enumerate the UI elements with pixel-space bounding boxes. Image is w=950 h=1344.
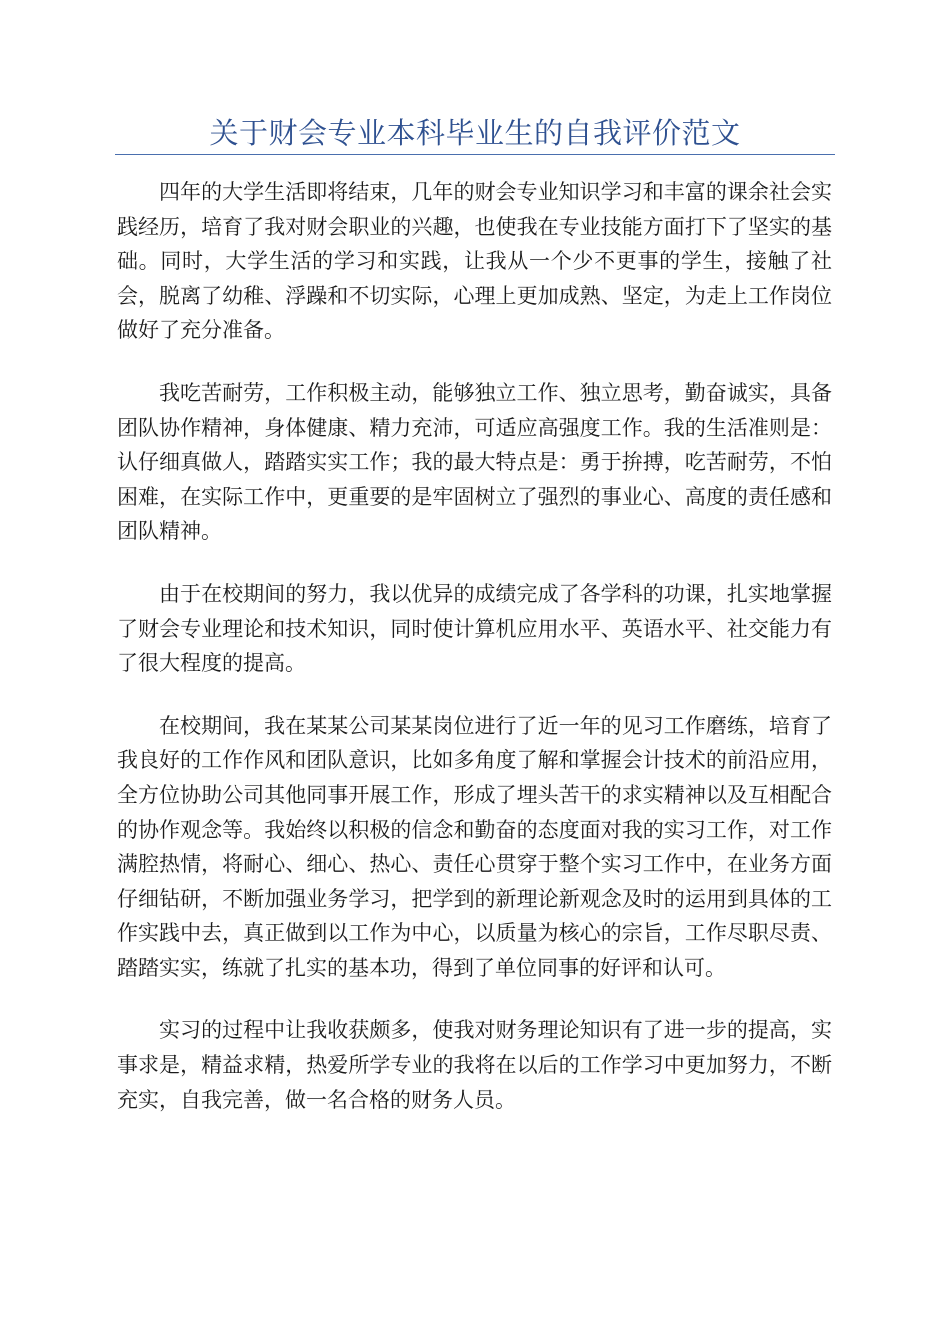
paragraph-2: 我吃苦耐劳，工作积极主动，能够独立工作、独立思考，勤奋诚实，具备团队协作精神，身体健康、精力充沛，可适应高强度工作。我的生活准则是：认仔细真做人，踏踏实实工作；我的最大特点是：勇于拚搏，吃苦耐劳，不怕困难，在实际工作中，更重要的是牢固树立了强烈的事业心、高度的责任感和团队精神。 (117, 380, 832, 544)
document-title: 关于财会专业本科毕业生的自我评价范文 (209, 116, 741, 150)
title-underline (115, 154, 835, 155)
paragraph-3: 由于在校期间的努力，我以优异的成绩完成了各学科的功课，扎实地掌握了财会专业理论和技术知识，同时使计算机应用水平、英语水平、社交能力有了很大程度的提高。 (117, 581, 832, 676)
paragraph-1: 四年的大学生活即将结束，几年的财会专业知识学习和丰富的课余社会实践经历，培育了我对财会职业的兴趣，也使我在专业技能方面打下了坚实的基础。同时，大学生活的学习和实践，让我从一个少不更事的学生，接触了社会，脱离了幼稚、浮躁和不切实际，心理上更加成熟、坚定，为走上工作岗位做好了充分准备。 (117, 180, 832, 343)
paragraph-5: 实习的过程中让我收获颇多，使我对财务理论知识有了进一步的提高，实事求是，精益求精，热爱所学专业的我将在以后的工作学习中更加努力，不断充实，自我完善，做一名合格的财务人员。 (117, 1018, 832, 1112)
document-body (117, 175, 832, 1117)
paragraph-4: 在校期间，我在某某公司某某岗位进行了近一年的见习工作磨练，培育了我良好的工作作风和团队意识，比如多角度了解和掌握会计技术的前沿应用，全方位协助公司其他同事开展工作，形成了埋头苦干的求实精神以及互相配合的协作观念等。我始终以积极的信念和勤奋的态度面对我的实习工作，对工作满腔热情，将耐心、细心、热心、责任心贯穿于整个实习工作中，在业务方面仔细钻研，不断加强业务学习，把学到的新理论新观念及时的运用到具体的工作实践中去，真正做到以工作为中心，以质量为核心的宗旨，工作尽职尽责、踏踏实实，练就了扎实的基本功，得到了单位同事的好评和认可。 (117, 713, 832, 980)
